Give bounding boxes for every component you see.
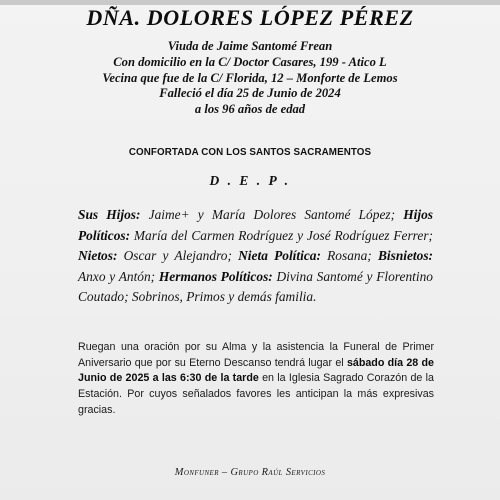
intro-line-former-address: Vecina que fue de la C/ Florida, 12 – Monforte de Lemos [102, 70, 398, 85]
family-text-great-grandchildren: Anxo y Antón; [78, 268, 159, 284]
intro-block [0, 39, 500, 118]
family-label-siblings-in-law: Hermanos Políticos: [158, 268, 273, 284]
intro-line-age: a los 96 años de edad [194, 102, 306, 117]
family-label-granddaughter-in-law: Nieta Política: [238, 248, 321, 263]
ceremony-text-closing: en la Iglesia Sagrado Corazón de la Estación. Por cuyos señalados favores les anticipan la más expresivas gracias. [78, 372, 434, 416]
family-label-children: Sus Hijos: [78, 207, 141, 222]
family-label-great-grandchildren: Bisnietos: [377, 248, 434, 263]
family-label-grandchildren: Nietos: [78, 248, 118, 263]
intro-line-widow: Viuda de Jaime Santomé Frean [167, 39, 333, 53]
family-text-siblings-in-law: Divina Santomé y Florentino Coutado; Sobrinos, Primos y demás familia. [78, 268, 433, 304]
family-label-children-in-law: Hijos Políticos: [78, 207, 433, 243]
family-paragraph [78, 205, 433, 308]
ceremony-date-time: sábado día 28 de Junio de 2025 a las 6:30 de la tarde [78, 356, 434, 385]
intro-line-address: Con domicilio en la C/ Doctor Casares, 199 - Atico L [113, 54, 387, 69]
sacraments-line: CONFORTADA CON LOS SANTOS SACRAMENTOS [128, 147, 372, 158]
family-text-children-in-law: María del Carmen Rodríguez y José Rodríguez Ferrer; [130, 227, 433, 243]
family-text-children: Jaime+ y María Dolores Santomé López; [140, 207, 404, 222]
family-text-granddaughter-in-law: Rosana; [320, 248, 378, 263]
funeral-home-footer: Monfuner – Grupo Raúl Servicios [174, 467, 326, 478]
ceremony-text-intro: Ruegan una oración por su Alma y la asistencia la Funeral de Primer Aniversario que por su Eterno Descanso tendrá lugar el [78, 341, 434, 369]
dep-line: D . E . P . [209, 173, 291, 188]
intro-line-death-date: Falleció el día 25 de Junio de 2024 [159, 86, 341, 101]
deceased-name-heading: DÑA. DOLORES LÓPEZ PÉREZ [86, 5, 414, 30]
family-text-grandchildren: Oscar y Alejandro; [117, 248, 239, 263]
ceremony-paragraph [78, 340, 434, 419]
